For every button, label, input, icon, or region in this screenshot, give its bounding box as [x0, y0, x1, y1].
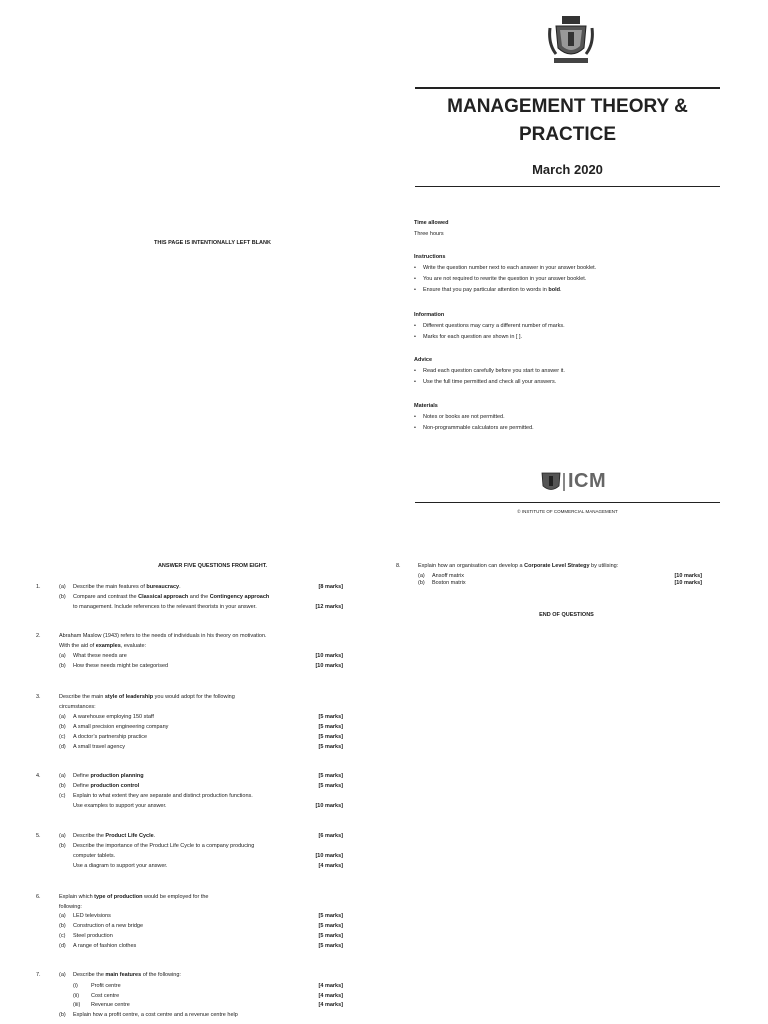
question-number: 7.	[36, 972, 41, 978]
part-label: (b)	[59, 594, 66, 600]
marks: [10 marks]	[674, 580, 702, 586]
materials-item: • Notes or books are not permitted.	[414, 412, 724, 423]
marks: [5 marks]	[318, 734, 343, 740]
part-text: Describe the main features of the following:	[73, 972, 181, 978]
part-text: Cost centre	[91, 993, 120, 999]
part-text: Steel production	[73, 933, 113, 939]
part-text: Explain to what extent they are separate and distinct production functions.	[73, 793, 253, 799]
part-label: (a)	[418, 573, 425, 579]
question-number: 8.	[396, 563, 401, 569]
part-label: (ii)	[73, 993, 80, 999]
instructions-section	[414, 252, 724, 296]
answer-instruction: ANSWER FIVE QUESTIONS FROM EIGHT.	[157, 563, 268, 569]
advice-heading: Advice	[414, 357, 433, 363]
page-title: MANAGEMENT THEORY & PRACTICE	[447, 96, 688, 145]
advice-item: • Use the full time permitted and check all your answers.	[414, 377, 724, 388]
advice-item: • Read each question carefully before you start to answer it.	[414, 366, 724, 377]
information-item: • Marks for each question are shown in [ ].	[414, 332, 724, 343]
part-text: Use examples to support your answer.	[73, 803, 167, 809]
question-text: Explain which type of production would be employed for the	[59, 894, 209, 900]
instruction-item: • You are not required to rewrite the question in your answer booklet.	[414, 274, 724, 285]
marks: [5 marks]	[318, 943, 343, 949]
marks: [5 marks]	[318, 923, 343, 929]
question-number: 3.	[36, 694, 41, 700]
part-text: Compare and contrast the Classical approach and the Contingency approach	[73, 594, 270, 600]
part-text: Explain how a profit centre, a cost centre and a revenue centre help	[73, 1012, 238, 1018]
part-text: Describe the main features of bureaucracy.	[73, 584, 181, 590]
part-text: A range of fashion clothes	[73, 943, 137, 949]
marks: [6 marks]	[318, 833, 343, 839]
part-label: (b)	[59, 663, 66, 669]
time-allowed-section	[414, 218, 724, 240]
time-allowed-value: Three hours	[414, 231, 444, 237]
blank-page-note: THIS PAGE IS INTENTIONALLY LEFT BLANK	[154, 240, 271, 246]
part-text: A doctor’s partnership practice	[73, 734, 148, 740]
part-text: Describe the Product Life Cycle.	[73, 833, 156, 839]
question-text: circumstances:	[59, 704, 96, 710]
marks: [10 marks]	[315, 663, 343, 669]
part-label: (i)	[73, 983, 78, 989]
question-text: Explain how an organisation can develop a Corporate Level Strategy by utilising:	[418, 563, 619, 569]
title-bottom-rule	[415, 186, 720, 187]
information-heading: Information	[414, 312, 445, 318]
information-item: • Different questions may carry a different number of marks.	[414, 321, 724, 332]
icm-logo-text: ICM	[568, 470, 607, 492]
instruction-item: • Write the question number next to each answer in your answer booklet.	[414, 263, 724, 274]
part-text: to management. Include references to the relevant theorists in your answer.	[73, 604, 257, 610]
part-text: A warehouse employing 150 staff	[73, 714, 154, 720]
instructions-heading: Instructions	[414, 254, 446, 260]
question-text: following:	[59, 904, 82, 910]
part-text: Profit centre	[91, 983, 121, 989]
marks: [5 marks]	[318, 744, 343, 750]
part-text: Construction of a new bridge	[73, 923, 144, 929]
part-text: Revenue centre	[91, 1002, 130, 1008]
marks: [4 marks]	[318, 863, 343, 869]
marks: [5 marks]	[318, 773, 343, 779]
instruction-item: • Ensure that you pay particular attention to words in bold.	[414, 285, 724, 296]
crest-logo	[548, 14, 594, 66]
question-text: Abraham Maslow (1943) refers to the needs of individuals in his theory on motivation.	[59, 633, 267, 639]
footer-rule	[415, 502, 720, 503]
part-label: (c)	[59, 734, 66, 740]
part-label: (b)	[59, 843, 66, 849]
part-text: Define production planning	[73, 773, 144, 779]
exam-date: March 2020	[532, 162, 603, 177]
marks: [12 marks]	[315, 604, 343, 610]
marks: [4 marks]	[318, 993, 343, 999]
part-text: Ansoff matrix	[432, 573, 464, 579]
part-label: (iii)	[73, 1002, 81, 1008]
information-section	[414, 310, 724, 343]
top-rule	[415, 87, 720, 89]
marks: [8 marks]	[318, 584, 343, 590]
marks: [4 marks]	[318, 1002, 343, 1008]
part-label: (a)	[59, 913, 66, 919]
part-label: (a)	[59, 833, 66, 839]
marks: [4 marks]	[318, 983, 343, 989]
marks: [10 marks]	[315, 803, 343, 809]
question-text: With the aid of examples, evaluate:	[59, 643, 147, 649]
copyright-notice: © INSTITUTE OF COMMERCIAL MANAGEMENT	[517, 509, 618, 514]
part-label: (d)	[59, 943, 66, 949]
part-text: Describe the importance of the Product Life Cycle to a company producing	[73, 843, 255, 849]
part-text: Boston matrix	[432, 580, 466, 586]
part-label: (a)	[59, 714, 66, 720]
question-number: 6.	[36, 894, 41, 900]
marks: [10 marks]	[674, 573, 702, 579]
part-label: (c)	[59, 933, 66, 939]
question-number: 1.	[36, 584, 41, 590]
part-label: (a)	[59, 584, 66, 590]
part-label: (b)	[59, 783, 66, 789]
part-text: What these needs are	[73, 653, 127, 659]
part-label: (c)	[59, 793, 66, 799]
part-text: How these needs might be categorised	[73, 663, 169, 669]
part-text: LED televisions	[73, 913, 111, 919]
marks: [5 marks]	[318, 714, 343, 720]
part-text: A small travel agency	[73, 744, 125, 750]
end-of-questions: END OF QUESTIONS	[539, 612, 594, 618]
part-label: (d)	[59, 744, 66, 750]
marks: [5 marks]	[318, 913, 343, 919]
marks: [10 marks]	[315, 653, 343, 659]
icm-logo	[540, 470, 608, 494]
marks: [5 marks]	[318, 724, 343, 730]
marks: [5 marks]	[318, 933, 343, 939]
part-label: (b)	[59, 724, 66, 730]
part-text: Use a diagram to support your answer.	[73, 863, 168, 869]
question-number: 4.	[36, 773, 41, 779]
part-text: Define production control	[73, 783, 140, 789]
marks: [5 marks]	[318, 783, 343, 789]
part-label: (a)	[59, 972, 66, 978]
part-label: (b)	[59, 1012, 66, 1018]
question-text: Describe the main style of leadership you would adopt for the following	[59, 694, 235, 700]
question-number: 2.	[36, 633, 41, 639]
part-label: (b)	[418, 580, 425, 586]
time-allowed-heading: Time allowed	[414, 220, 449, 226]
part-label: (a)	[59, 773, 66, 779]
part-text: computer tablets.	[73, 853, 116, 859]
part-label: (a)	[59, 653, 66, 659]
materials-section	[414, 401, 724, 434]
advice-section	[414, 355, 724, 388]
part-text: A small precision engineering company	[73, 724, 169, 730]
marks: [10 marks]	[315, 853, 343, 859]
part-label: (b)	[59, 923, 66, 929]
materials-heading: Materials	[414, 403, 438, 409]
materials-item: • Non-programmable calculators are permitted.	[414, 423, 724, 434]
question-number: 5.	[36, 833, 41, 839]
